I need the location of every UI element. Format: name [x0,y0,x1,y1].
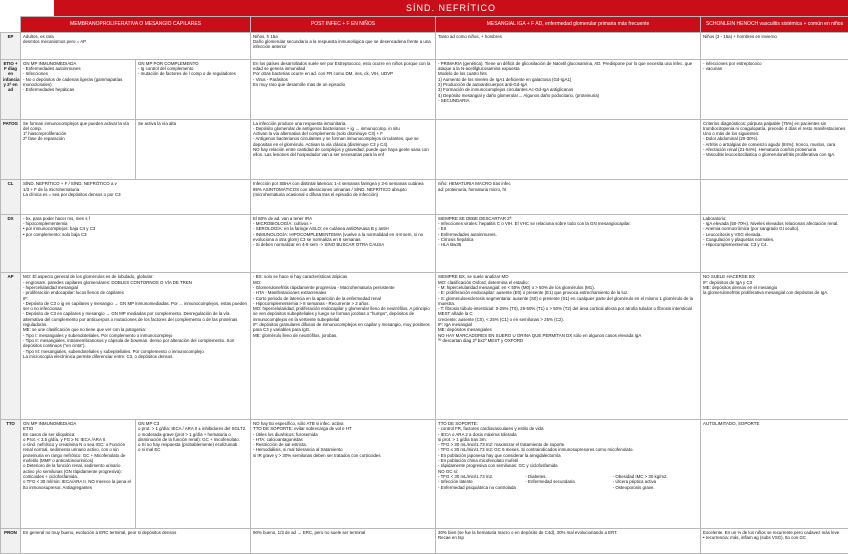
cell-ep-hsp: Niños (3 - 15a) + hombres en invierno [701,32,848,59]
corner-cell [1,17,21,33]
cell-ap-iga: SIEMPRE BX, se suele analizar MO MO: clasificación Oxford, determina el estadio: - M: hipercelularidad mesangial: en < 50% (M0) o > 50% de los glomérulos (M1). - E: proliferación endocapilar: ausente (E0) o presente (E1) que provoca estrechamiento de la luz. - S: glomeruloesclerosis segmentaria: ausente (S0) o presente (S1) en cualquier parte del glomérulo en el mismo 1 glomérulo de la muestra. - T: fibrosis túbulo-intersticial: 0-25% (T0), 25-50% (T1) o > 50% (T2) del área cortical afecta por atrofia tubular o fibrosis intersticial MEST añade la C creciente: ausente (C0), < 25% (C1) o en semilunas > 25% (C2). IF: IgA mesangial ME: depósitos mesangiales NO HAY MARCADORES EN SUERO U ORINA QUE PERMITAN DX sólo en algunos casos elevada IgA ºº descartan diag 2ª bx2º MEST y OXFORD [436,273,701,420]
cell-ep-iga: Tanto ad como niños, + hombres [436,32,701,59]
cell-ap-hsp: NO SUELE HACERSE BX IF: depósitos de IgA y C3 ME: depósitos densos en el mesangio la glomerulonefritis proliferativa mesangial con depósitos de IgA. [701,273,848,420]
sheet-title: SÍND. NEFRÍTICO [54,0,848,16]
row-label-ep: EP [1,32,21,59]
row-patog [1,119,848,180]
row-ep [1,32,848,59]
cell-tto-mpgn-a: GN MP INMUNOMEDIADA ETIO En casos de ser idiopática: o Prot. < 3.5 g/día, y FG ≥ N: IECA /ARA II. o sínd. nefrótico y creatinina N o sea IGC: o Función renal normal, sedimento urinario activo, con o sin proteinuria en rango nefrótico: GC + Micofenolato de mofetilo (MMF o anticalcineurinicos) o Deterioro de la función renal, sedimento urinario activo y/o semilunas (GN rápidamente progresiva): corticoides + ciclofosfamida. o TFG < 30 ml/min: IECA/ARA II. NO merece la pena el tto inmunosupresor. Antiagregantes [21,419,136,528]
cell-etio-mpgn-a: GN MP INMUNOMEDIADA - Enfermedades autoinmunes - Infecciones - No o depósitos de cadenas ligeras (gammapatías monoclonales) - Enfermedades hepáticas [21,59,136,119]
tto-iga-main: TTO DE SOPORTE: - control FR, factores cardiovasculares y estilo de vida - IECA o ARA 2 a dosis máxima tolerada si prot. > 1 g/día tras 3m: - TFG > 30 mL/min/1.73 m2: maximizar el tratamiento de soporte. - TFG ≤ 30 mL/min/1.73 m2: GC 6 meses. Si contraindicados inmunosupresores como micofenolato. - En población japonesa hay que considerar la amigdalectomía - En población china micofenolato mofetil - rápidamente progresiva con semilunas: GC y ciclofosfamida NO GC si: [438,420,634,474]
cell-dx-mpgn: - bx, para poder hacer ms, mes s f - hipocomplementemia • por inmunocomplejos: baja C4 y C3 • por complemento: solo baja C3 [21,214,251,273]
header-row [1,17,848,33]
row-tto [1,419,848,528]
row-label-ap: AP [1,273,21,420]
col-header-schonlein-henoch: SCHONLEIN HENOCH vasculitis sistémica + común en niños [701,17,848,33]
col-header-mesangial-iga: MESANGIAL IGA + F AD, enfermedad glomerular primaria más frecuente [436,17,701,33]
cell-etio-iga: - PRIMARIA (genética). Tiene un déficit de glicosilación de Nacetil glucosamina, AD. Predispone por lo que necesita una infec. que ataque a la N-acetilglucosamina expuesta Modelo de los cuatro hits 1) Aumento de los niveles de IgA1 deficiente en galactosa (Gd-IgA1) 2) Producción de autoanticuerpos anti-Gd-IgA 3) Formación de inmunocomplejos circulantes Ac-Gd-IgA antiglicanos 4) Depósito mesangial y daño glomerular→ Algunos daño podocitario, (proteinuria) - SECUNDARIA [436,59,701,119]
row-label-dx: DX [1,214,21,273]
cell-ep-postinf: Niños, h 15a Daño glomerular secundario a la respuesta inmunológica que se desencadena frente a una infección anterior [251,32,436,59]
cell-tto-mpgn-b: GN MP C3 o prot. > 1 g/día: IECA / ARA II ± inhibidores del SGLT2. o moderada-grave (prot > 1 g/día + hematuria o disminución de la función renal): GC + micofenolato. o Si no hay respuesta (probablemente) ecolizumab o si mal EC [136,419,251,528]
cell-cl-postinf: Infección por SBHA con distintal latencia: 1-4 semanas faringea y 3-6 semanas cutánea 85% ASINTOMÁTICOS con alteraciones urinarias / SÍND. NEFRÍTICO abrupto (microhematuria ocasional o difusa tras el episodio de infección) [251,180,436,215]
col-header-membranoproliferativa: MEMBRANOPROLIFERATIVA O MESANGIO CAPILARES [21,17,251,33]
row-label-patog: PATOG [1,119,21,180]
cell-patog-hsp: Criterios diagnósticos: púrpura palpable (75%) en pacientes sin trombocitopenia ni coagulopatía, precede 4 días el resto manifestaciones Uno o más de los siguientes: - Dolor abdominal (20-30%). - Artritis o artralgias de comienzo agudo (84%): tronco, muslos, cara - Afectación renal (21-54%). Hematuria con/sin proteinuria - Vasculitis leucocitoclástica o glomerulonefritis proliferativa con IgA. [701,119,848,180]
tto-iga-col-2: - Diabetes. - Enfermedad secundaria [525,473,575,485]
cell-dx-postinf: El 80% de ad. van a tener IRA - MICROBIOLOGÍA: cultivos + - SEROLOGÍA: en la faringe ASLO; en cutánea antiDNAasa B y antiH - INMUNOLOGÍA: HIPOCOMPLEMENTEMIA (vuelve a la normalidad en 4-8 sem, si no evoluciona a otra glom) C3 se normaliza en 8 semanas - Si deben normalizar en 4-8 sem -> SINO BUSCAR OTRA CAUSA [251,214,436,273]
cell-etio-postinf: En los países desarrollados suele ser por Estreptococo, esto ocurre en niños porque con la edad se genera inmunidad Por otras bacterias ocurre en ad. con FR como DM, ires, ck, VIH, UDVP - Virus - Parásitos Es muy raro que desarrolle mas de un episodio [251,59,436,119]
row-dx [1,214,848,273]
cell-tto-iga [436,419,701,528]
cell-patog-mpgn-b: Se activa la vía alta [136,119,251,180]
cell-tto-hsp: AUTOLIMITADO, SOPORTE [701,419,848,528]
row-label-etio: ETIO + F diag en infancia y 2ª en ad [1,59,21,119]
tto-iga-col-3: - Obesidad IMC > 30 kg/m2. - Úlcera péptica activa - Osteoporosis grave. [612,473,668,490]
cell-pron-iga: 30% bien (se fue la hematuria macro o en depósito de C4d), 30% mal evolucionando a ERT. Recae en tsp [436,528,701,553]
col-header-postinfecciosa: POST INFEC + F EN NIÑOS [251,17,436,33]
comparison-table [0,16,848,554]
cell-patog-iga [436,119,701,180]
cell-ap-mpgn: MO: El aspecto general de los glomérulos es de lobulado, globular: - engrosam. paredes capilares glomerulares: DOBLES CONTORNOS O VÍA DE TREN - hipercelularidad mesangial - proliferación endocapilar: lucos llenos de capilares IF: - Depósito de C3 o ig en capilares y mesangio → GN MP inmunomediadas. Por ... inmunocomplejos, estas pueden ser o no infecciosas - Depósito de C3 en capilares y mesangio → GN MP mediadas por complemento. Desregulación de la vía alternativa del complemento por anticuerpos o mutaciones de los factores del complemento o de las proteínas reguladoras. ME: se une clasificación que no tiene que ver con la patogenia: - Tipo I: mesangiales y subendoteliales. Por complemento o inmunocomplejo - Tipo II: mesangiales, intramembranosos y cápsula de bowman. denso por alteración del complemento. Son depósitos continuos ("en cinta"). - Tipo III: mesangiales, subendoteliales y subepiteliales. Por complemento o inmunocomplejo La microscopía electrónica permite diferenciar entre: C3, o depósitos densos. [21,273,251,420]
cell-pron-postinf: 90% bueno, 1/3 de ad → ERC, pero no suele ser terminal [251,528,436,553]
cell-ap-postinf: - BX: solo se hace si hay características atípicas MO: - Glomerulonefritis rápidamente progresiva - Macrohematuria persistente - HTA - Manifestaciones extrarrenales - Corto periodo de latencia en la aparición de la enfermedad renal - Hipocomplementemia > 8 semanas - Recurrente > 2 años MO: hipercelularidad, proliferación endocapilar y glomerular lleno de neutrófilos. A principio se ven depósitos subepiteliales y luego se forman jorobas o "humps", depósitos de inmunocomplejos en la vertiente subepitelial IF: depósitos granulares difusos de inmunocomplejos en capilar y mesangio, muy positivos para C3 y variables para IgG. ME: glomérulo lleno de neutrófilos, jorobas. [251,273,436,420]
cell-cl-mpgn: SÍND. NEFRÍTICO + F / SÍND. NEFRÓTICO a v 1/3 + F de la microhematuria La clínica es = sea por depósitos densos o por C3 [21,180,251,215]
cell-dx-hsp: Laboratorio: - IgA elevada (50-70%). Niveles elevados relacionan afectación renal. - Anemia normocrómica (por sangrado GI oculto). - Leucocitosis y VSG elevada. - Coagulación y plaquetas normales. - Hipocomplementemia: C3 y C4. [701,214,848,273]
tto-iga-side-effects [438,474,698,490]
cell-etio-hsp: - infecciones por estreptococo - vacunas [701,59,848,119]
row-cl [1,180,848,215]
row-ap [1,273,848,420]
row-label-tto: TTO [1,419,21,528]
cell-pron-mpgn: En general no muy bueno, evolución a ERC terminal, peor si depósitos densos [21,528,251,553]
row-pron [1,528,848,553]
cell-patog-mpgn-a: Se forman inmunocomplejos que pueden activar la vía del comp. 1º hiascreproliferación 2º fase de reparación [21,119,136,180]
cell-patog-postinf: La infección produce una respuesta inmunitaria. - Depósito glomerular de antígenos bacterianos + ig → inmunocomp. in situ Activan la vía alternativa del complemento (solo disminuye C3) + F - Antígenos bacterianos circulantes y se forman inmunocomplejos circulantes, que se depositan en el glomérulo. Activan la vía clásica (disminuye C3 y C4). NO hay relación entre cantidad de complejos y gravedad, puede que haya gente sana con ellos. Las lesiones del hospedador van a ser necesarias para la enf [251,119,436,180]
cell-pron-hsp: Excelente. En un ⅓ de los niños se recurrente pero cadavez más leve • recurrencia: más, inflam ag (subs VSG), tto con GC [701,528,848,553]
row-label-pron: PRON [1,528,21,553]
cell-etio-mpgn-b: GN MP POR COMPLEMENTO - Ig control del complemento - mutación de factores de l comp o de reguladores [136,59,251,119]
cell-ep-mpgn: Adultos, es rara desmtos mecanismos pero = AP [21,32,251,59]
cell-cl-iga: niño: HEMATURIA MACRO tras infec ad: proteinuria, hematuria micro, ht [436,180,701,215]
cell-tto-postinf: NO hay tto específico, sólo ATB si infec. activa TTO DE SOPORTE: evitar sobrecarga de vol e HT - Útiles los diuréticos: furosemida - HTA: calcioantagonistas - Restricción de sal estricta. - Hemodiálisis, si mal tolerancia al tratamiento si IR grave y > 30% semilunas deben ser tratados con corticoides [251,419,436,528]
cell-cl-hsp [701,180,848,215]
row-label-cl: CL [1,180,21,215]
row-etio [1,59,848,119]
cell-dx-iga: SIEMPRE SE DEBE DESCARTAR 2ª: - Infecciones virales: hepatitis C o VIH. El VHC se relaciona sobre todo con la GN mesangiocapilar. - EII - Enfermedades autoinmunes. - Cirrosis hepática - HLA Bw35 [436,214,701,273]
tto-iga-col-1: - TFG < 30 mL/min/1.73 m2. - Infección latente - Enfermedad psiquiátrica no controlada [438,473,516,490]
